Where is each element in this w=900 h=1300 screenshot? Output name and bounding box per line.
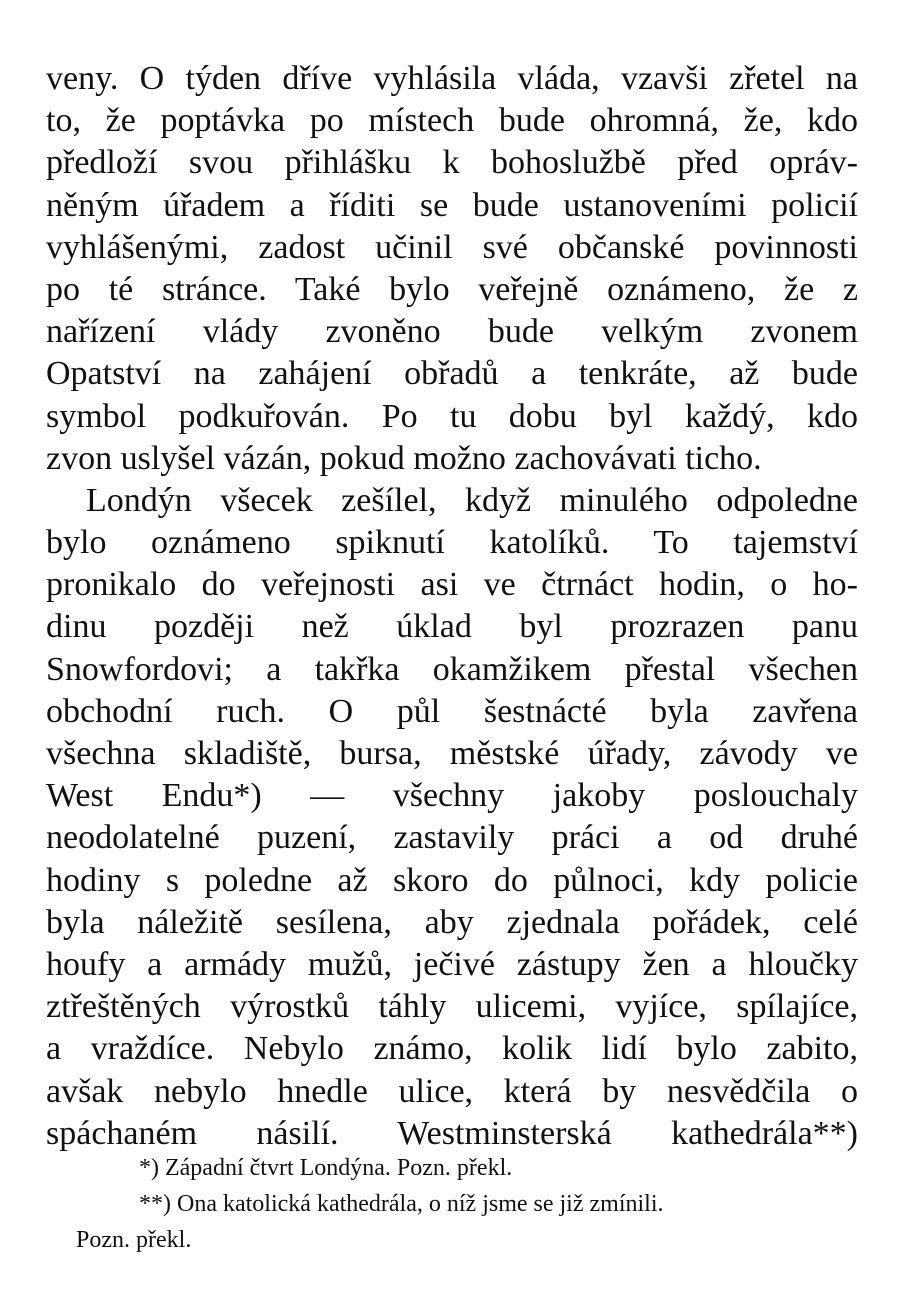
body-text [46,58,858,1155]
footnote-2: **) Ona katolická kathedrála, o níž jsme se již zmínili. [139,1191,664,1217]
text-line: bylo oznámeno spiknutí katolíků. To tajemství [46,524,858,562]
text-line: houfy a armády mužů, ječivé zástupy žen a hloučky [46,945,858,983]
text-line: neodolatelné puzení, zastavily práci a od druhé [46,819,858,857]
text-line: symbol podkuřován. Po tu dobu byl každý, kdo [46,397,858,435]
text-line: veny. O týden dříve vyhlásila vláda, vzavši zřetel na [46,60,858,97]
text-line: po té stránce. Také bylo veřejně oznámeno, že z [46,270,858,308]
text-line-paragraph-start: Londýn všecek zešílel, když minulého odpoledne [86,481,858,519]
text-line: Opatství na zahájení obřadů a tenkráte, až bude [46,355,858,393]
text-line: předloží svou přihlášku k bohoslužbě před opráv- [46,144,858,182]
text-line: Snowfordovi; a takřka okamžikem přestal všechen [46,650,858,688]
text-line: avšak nebylo hnedle ulice, která by nesvědčila o [46,1072,858,1110]
text-line: pronikalo do veřejnosti asi ve čtrnáct hodin, o ho- [46,566,858,604]
text-line: nařízení vlády zvoněno bude velkým zvonem [46,313,858,351]
text-line: vyhlášenými, zadost učinil své občanské povinnosti [46,228,858,266]
text-line: byla náležitě sesílena, aby zjednala pořádek, celé [46,903,858,941]
text-line: spáchaném násilí. Westminsterská kathedrála**) [46,1114,858,1152]
text-line: něným úřadem a říditi se bude ustanoveními policií [46,186,858,224]
footnote-2-continuation: Pozn. překl. [76,1227,192,1253]
text-line: dinu později než úklad byl prozrazen panu [46,608,858,646]
footnote-1: *) Západní čtvrt Londýna. Pozn. překl. [139,1155,513,1181]
text-line: hodiny s poledne až skoro do půlnoci, kdy policie [46,861,858,899]
footnotes [46,1150,858,1258]
text-line-paragraph-end: zvon uslyšel vázán, pokud možno zachovávati ticho. [46,439,762,477]
text-line: a vraždíce. Nebylo známo, kolik lidí bylo zabito, [46,1030,858,1068]
text-line: ztřeštěných výrostků táhly ulicemi, vyjíce, spílajíce, [46,988,858,1026]
text-line: West Endu*) — všechny jakoby poslouchaly [46,777,858,815]
text-line: obchodní ruch. O půl šestnácté byla zavřena [46,692,858,730]
text-line: všechna skladiště, bursa, městské úřady, závody ve [46,735,858,772]
text-line: to, že poptávka po místech bude ohromná, že, kdo [46,102,858,140]
